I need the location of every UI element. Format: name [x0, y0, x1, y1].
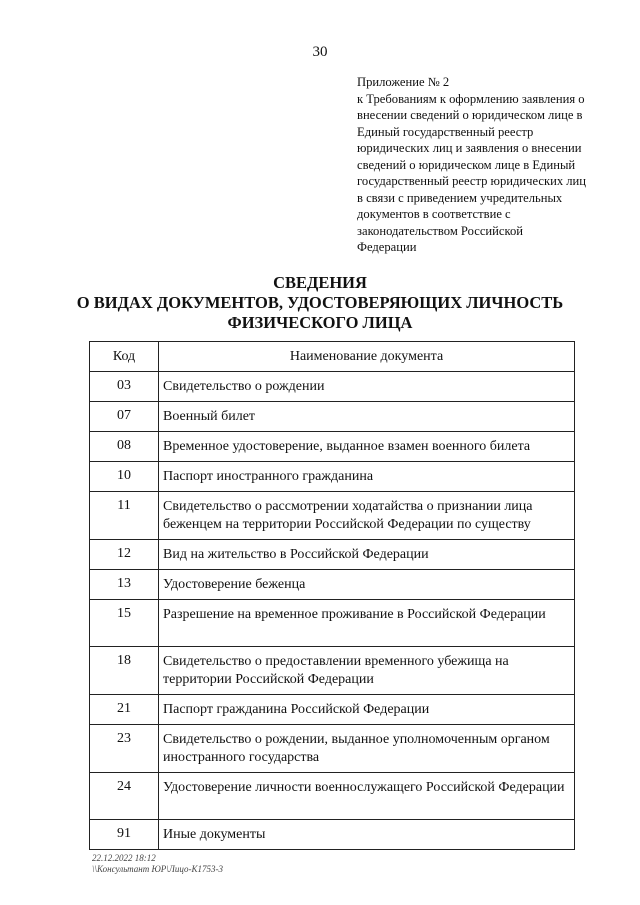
table-row — [90, 570, 575, 600]
document-types-table — [89, 341, 575, 850]
footer-date: 22.12.2022 18:12 — [92, 853, 156, 863]
table-row — [90, 820, 575, 850]
document-title — [0, 273, 640, 333]
table-row — [90, 647, 575, 695]
cell-name: Свидетельство о предоставлении временного убежища на территории Российской Федерации — [159, 647, 575, 695]
table-row — [90, 372, 575, 402]
cell-code: 11 — [90, 492, 159, 540]
appendix-line: Единый государственный реестр — [357, 124, 534, 139]
table-row — [90, 432, 575, 462]
footer-path: \\Консультант ЮР\Лицо-К1753-3 — [92, 864, 223, 874]
title-line: О ВИДАХ ДОКУМЕНТОВ, УДОСТОВЕРЯЮЩИХ ЛИЧНОСТЬ — [76, 293, 564, 312]
cell-code: 18 — [90, 647, 159, 695]
cell-name: Паспорт гражданина Российской Федерации — [159, 695, 575, 725]
appendix-line: к Требованиям к оформлению заявления о — [357, 91, 585, 106]
cell-code: 21 — [90, 695, 159, 725]
cell-code: 23 — [90, 725, 159, 773]
appendix-line: сведений о юридическом лице в Единый — [357, 157, 576, 172]
column-header-code: Код — [90, 342, 159, 372]
cell-name: Свидетельство о рождении — [159, 372, 575, 402]
table-header-row — [90, 342, 575, 372]
table-row — [90, 725, 575, 773]
cell-code: 13 — [90, 570, 159, 600]
cell-code: 08 — [90, 432, 159, 462]
cell-name: Свидетельство о рассмотрении ходатайства о признании лица беженцем на территории Российской Федерации по существу — [159, 492, 575, 540]
cell-name: Паспорт иностранного гражданина — [159, 462, 575, 492]
page-number: 30 — [312, 44, 328, 60]
cell-name: Свидетельство о рождении, выданное уполномоченным органом иностранного государства — [159, 725, 575, 773]
cell-name: Удостоверение беженца — [159, 570, 575, 600]
cell-name: Удостоверение личности военнослужащего Российской Федерации — [159, 773, 575, 820]
table-row — [90, 492, 575, 540]
title-line: ФИЗИЧЕСКОГО ЛИЦА — [227, 313, 413, 332]
column-header-name: Наименование документа — [159, 342, 575, 372]
table-row — [90, 540, 575, 570]
table-row — [90, 402, 575, 432]
appendix-line: государственный реестр юридических лиц — [357, 174, 587, 188]
appendix-line: в связи с приведением учредительных — [357, 190, 563, 205]
appendix-line: Приложение № 2 — [357, 75, 450, 89]
appendix-line: документов в соответствие с — [357, 207, 511, 221]
cell-name: Временное удостоверение, выданное взамен военного билета — [159, 432, 575, 462]
appendix-line: внесении сведений о юридическом лице в — [357, 108, 583, 122]
cell-name: Разрешение на временное проживание в Российской Федерации — [159, 600, 575, 647]
cell-code: 07 — [90, 402, 159, 432]
cell-name: Вид на жительство в Российской Федерации — [159, 540, 575, 570]
appendix-line: Федерации — [357, 240, 417, 254]
appendix-line: законодательством Российской — [357, 223, 523, 238]
cell-code: 15 — [90, 600, 159, 647]
cell-name: Иные документы — [159, 820, 575, 850]
cell-code: 12 — [90, 540, 159, 570]
table-row — [90, 695, 575, 725]
cell-code: 91 — [90, 820, 159, 850]
cell-code: 10 — [90, 462, 159, 492]
appendix-note — [357, 74, 612, 256]
title-line: СВЕДЕНИЯ — [273, 273, 367, 292]
cell-code: 24 — [90, 773, 159, 820]
table-row — [90, 600, 575, 647]
print-footer — [92, 853, 223, 875]
cell-name: Военный билет — [159, 402, 575, 432]
table-row — [90, 773, 575, 820]
appendix-line: юридических лиц и заявления о внесении — [357, 141, 582, 155]
table-row — [90, 462, 575, 492]
cell-code: 03 — [90, 372, 159, 402]
